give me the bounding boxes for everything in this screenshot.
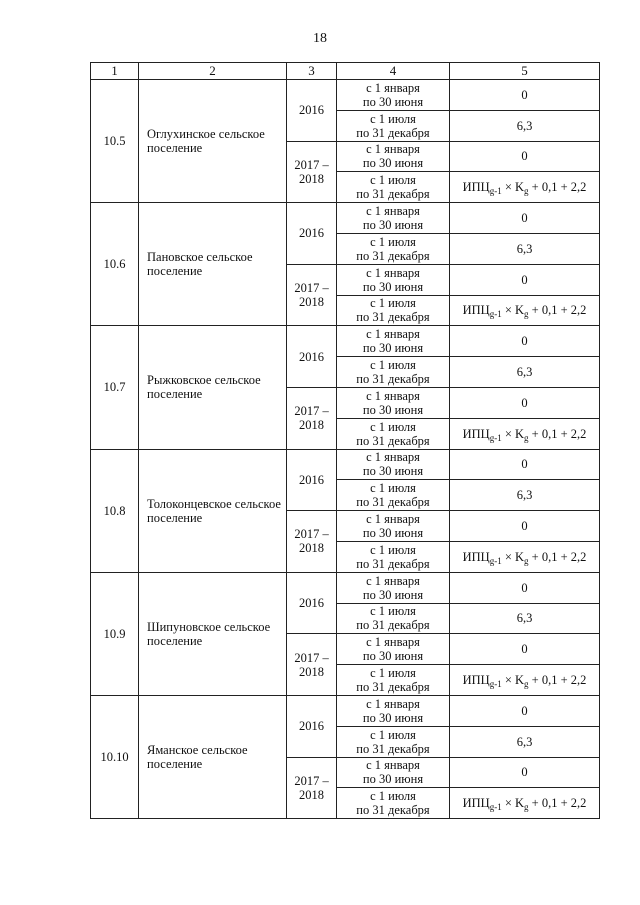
value-cell: 0 [450,572,600,603]
period-end: по 30 июня [362,156,424,171]
formula-tail: + 0,1 + 2,2 [528,796,587,811]
period-cell [337,141,450,172]
period-start: с 1 июля [370,481,416,496]
formula-subscript: g [524,679,529,690]
period-cell [337,603,450,634]
period-start: с 1 января [366,512,420,527]
formula-base: ИПЦ [462,180,490,195]
year-cell: 2016 [287,695,337,757]
period-end: по 31 декабря [356,556,430,571]
header-cell: 4 [337,63,450,80]
value-cell: 0 [450,757,600,788]
period-cell [337,480,450,511]
period-cell [337,726,450,757]
period-cell [337,233,450,264]
period-cell [337,295,450,326]
value-cell: 0 [450,387,600,418]
period-end: по 31 декабря [356,310,430,325]
year-cell: 2016 [287,326,337,388]
value-cell: 0 [450,203,600,234]
settlement-name: Оглухинское сельское поселение [139,80,287,203]
formula-tail: + 0,1 + 2,2 [528,673,587,688]
value-cell [450,295,600,326]
period-end: по 31 декабря [356,680,430,695]
period-start: с 1 января [366,450,420,465]
table-row [91,572,600,603]
year-cell: 2016 [287,572,337,634]
period-end: по 31 декабря [356,187,430,202]
value-cell: 0 [450,511,600,542]
item-number: 10.7 [91,326,139,449]
formula-tail: + 0,1 + 2,2 [528,426,587,441]
period-start: с 1 июля [370,234,416,249]
formula-subscript: g [524,432,529,443]
formula-multiplier: × K [501,180,525,195]
period-end: по 30 июня [362,279,424,294]
period-start: с 1 июля [370,666,416,681]
tariff-table [90,62,600,819]
period-cell [337,541,450,572]
year-cell: 2017 – 2018 [287,634,337,696]
period-end: по 30 июня [362,710,424,725]
period-start: с 1 июля [370,419,416,434]
formula-subscript: g-1 [489,186,502,197]
period-end: по 31 декабря [356,125,430,140]
settlement-name: Пановское сельское поселение [139,203,287,326]
period-start: с 1 января [366,142,420,157]
formula-tail: + 0,1 + 2,2 [528,549,587,564]
period-start: с 1 июля [370,296,416,311]
formula-subscript: g [524,555,529,566]
header-cell: 3 [287,63,337,80]
header-cell: 5 [450,63,600,80]
period-start: с 1 июля [370,173,416,188]
period-cell [337,80,450,111]
value-cell: 6,3 [450,726,600,757]
period-start: с 1 января [366,758,420,773]
period-cell [337,695,450,726]
period-end: по 30 июня [362,772,424,787]
value-cell: 6,3 [450,603,600,634]
period-start: с 1 января [366,573,420,588]
item-number: 10.6 [91,203,139,326]
value-cell: 0 [450,141,600,172]
formula-multiplier: × K [501,549,525,564]
period-end: по 31 декабря [356,803,430,818]
formula-subscript: g-1 [489,802,502,813]
value-cell [450,665,600,696]
value-cell: 0 [450,449,600,480]
period-cell [337,665,450,696]
header-cell: 2 [139,63,287,80]
formula-multiplier: × K [501,673,525,688]
table-row [91,695,600,726]
period-start: с 1 января [366,204,420,219]
period-cell [337,326,450,357]
value-cell: 0 [450,80,600,111]
year-cell: 2017 – 2018 [287,757,337,819]
formula-tail: + 0,1 + 2,2 [528,180,587,195]
formula-base: ИПЦ [462,673,490,688]
formula-multiplier: × K [501,796,525,811]
period-start: с 1 июля [370,358,416,373]
table-body [91,63,600,819]
year-cell: 2017 – 2018 [287,141,337,203]
period-end: по 30 июня [362,402,424,417]
year-cell: 2017 – 2018 [287,387,337,449]
table-row [91,449,600,480]
value-cell: 0 [450,695,600,726]
period-end: по 30 июня [362,649,424,664]
settlement-name: Яманское сельское поселение [139,695,287,818]
value-cell: 6,3 [450,357,600,388]
year-cell: 2016 [287,80,337,142]
period-start: с 1 июля [370,789,416,804]
formula-subscript: g [524,309,529,320]
period-start: с 1 января [366,696,420,711]
period-end: по 30 июня [362,94,424,109]
formula-subscript: g-1 [489,309,502,320]
value-cell: 0 [450,326,600,357]
year-cell: 2017 – 2018 [287,264,337,326]
value-cell: 6,3 [450,233,600,264]
item-number: 10.9 [91,572,139,695]
period-cell [337,757,450,788]
period-end: по 31 декабря [356,248,430,263]
period-cell [337,172,450,203]
period-cell [337,357,450,388]
year-cell: 2017 – 2018 [287,511,337,573]
period-end: по 30 июня [362,587,424,602]
value-cell [450,541,600,572]
value-cell: 6,3 [450,480,600,511]
item-number: 10.5 [91,80,139,203]
value-cell: 0 [450,634,600,665]
value-cell: 6,3 [450,110,600,141]
formula-base: ИПЦ [462,303,490,318]
value-cell [450,172,600,203]
value-cell: 0 [450,264,600,295]
period-cell [337,511,450,542]
page-number: 18 [313,31,327,46]
formula-tail: + 0,1 + 2,2 [528,303,587,318]
period-cell [337,449,450,480]
period-end: по 31 декабря [356,372,430,387]
table-row [91,80,600,111]
period-start: с 1 января [366,388,420,403]
period-end: по 30 июня [362,464,424,479]
period-end: по 30 июня [362,526,424,541]
formula-multiplier: × K [501,303,525,318]
header-cell: 1 [91,63,139,80]
period-end: по 31 декабря [356,741,430,756]
formula-subscript: g-1 [489,679,502,690]
period-cell [337,110,450,141]
formula-subscript: g [524,186,529,197]
year-cell: 2016 [287,203,337,265]
period-end: по 30 июня [362,218,424,233]
item-number: 10.10 [91,695,139,818]
period-start: с 1 июля [370,111,416,126]
value-cell [450,418,600,449]
formula-base: ИПЦ [462,426,490,441]
item-number: 10.8 [91,449,139,572]
settlement-name: Рыжковское сельское поселение [139,326,287,449]
period-cell [337,572,450,603]
period-end: по 30 июня [362,341,424,356]
formula-base: ИПЦ [462,796,490,811]
period-end: по 31 декабря [356,433,430,448]
period-start: с 1 июля [370,542,416,557]
formula-base: ИПЦ [462,549,490,564]
period-start: с 1 января [366,327,420,342]
formula-subscript: g-1 [489,555,502,566]
period-cell [337,264,450,295]
table-row [91,326,600,357]
period-start: с 1 июля [370,727,416,742]
period-cell [337,418,450,449]
period-start: с 1 января [366,80,420,95]
value-cell [450,788,600,819]
period-cell [337,634,450,665]
settlement-name: Шипуновское сельское поселение [139,572,287,695]
period-start: с 1 января [366,265,420,280]
period-start: с 1 июля [370,604,416,619]
formula-multiplier: × K [501,426,525,441]
period-cell [337,788,450,819]
period-start: с 1 января [366,635,420,650]
formula-subscript: g-1 [489,432,502,443]
period-end: по 31 декабря [356,495,430,510]
period-cell [337,387,450,418]
period-cell [337,203,450,234]
table-row [91,203,600,234]
period-end: по 31 декабря [356,618,430,633]
table-header-row [91,63,600,80]
year-cell: 2016 [287,449,337,511]
settlement-name: Толоконцевское сельское поселение [139,449,287,572]
formula-subscript: g [524,802,529,813]
